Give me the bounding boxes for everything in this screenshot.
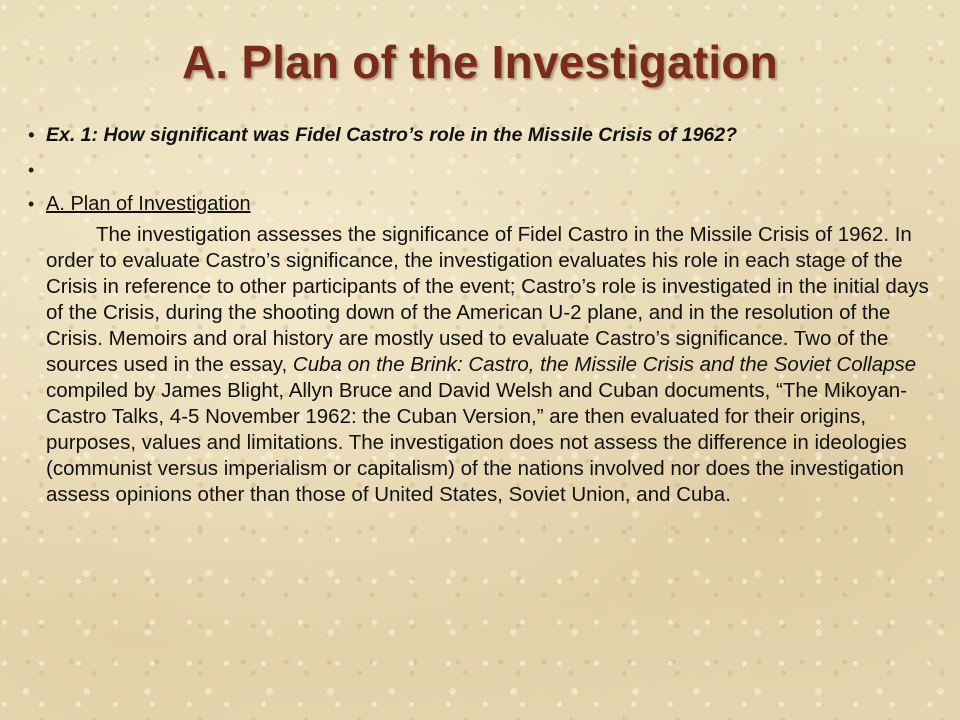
bullet-question <box>28 118 933 152</box>
slide-title: A. Plan of the Investigation <box>182 36 778 88</box>
bullet-icon: • <box>28 194 35 214</box>
paragraph-part-1: The investigation assesses the significance of Fidel Castro in the Missile Crisis of 1962. In order to evaluate Castro’s significance, the investigation evaluates his role in each stage of the Crisis in reference to other participants of the event; Castro’s role is investigated in the initial days of the Crisis, during the shooting down of the American U-2 plane, and in the resolution of the Crisis. Memoirs and oral history are mostly used to evaluate Castro’s significance. Two of the sources used in the essay, <box>46 223 929 376</box>
body-paragraph <box>46 222 936 508</box>
bullet-icon: • <box>28 125 35 145</box>
book-title: Cuba on the Brink: Castro, the Missile Crisis and the Soviet Collapse <box>292 353 917 376</box>
bullet-icon: • <box>28 160 35 180</box>
section-heading: A. Plan of Investigation <box>46 193 251 215</box>
question-text: Ex. 1: How significant was Fidel Castro’s role in the Missile Crisis of 1962? <box>46 124 738 146</box>
paragraph-part-2: compiled by James Blight, Allyn Bruce and David Welsh and Cuban documents, “The Mikoyan-Castro Talks, 4-5 November 1962: the Cuban Version,” are then evaluated for their origins, purposes, values and limitations. The investigation does not assess the difference in ideologies (communist versus imperialism or capitalism) of the nations involved nor does the investigation assess opinions other than those of United States, Soviet Union, and Cuba. <box>46 379 908 506</box>
bullet-list <box>28 118 933 508</box>
bullet-empty <box>28 152 933 188</box>
bullet-heading <box>28 188 933 220</box>
